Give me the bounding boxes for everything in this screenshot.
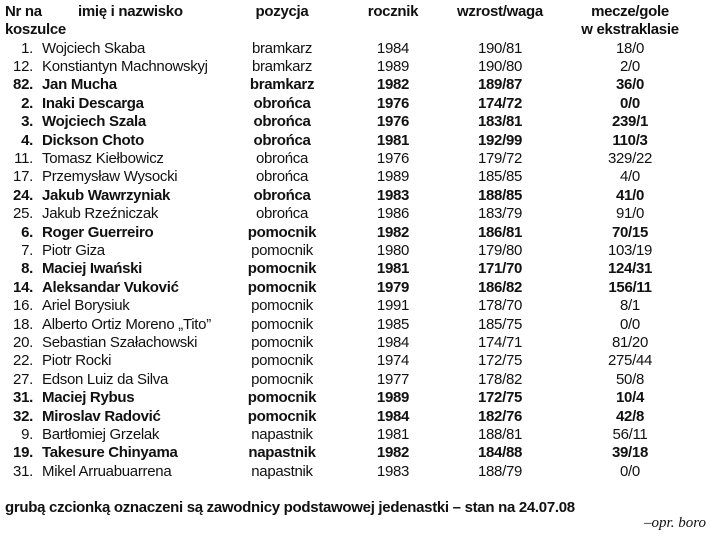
cell-matches-goals: 0/0 [620,315,640,333]
table-row [3,407,695,425]
table-body [3,39,695,480]
header-matches-line2: w ekstraklasie [581,21,679,38]
cell-birth-year: 1980 [376,241,410,259]
cell-birth-year: 1977 [376,370,410,388]
cell-position: obrońca [253,113,311,131]
cell-position: pomocnik [251,370,313,388]
cell-player-name: Miroslav Radović [42,407,161,425]
cell-birth-year: 1989 [376,168,410,186]
table-row [3,241,695,259]
author-credit: –opr. boro [644,515,706,531]
table-row [3,94,695,112]
cell-shirt-number: 32. [13,407,33,425]
cell-height-weight: 183/79 [477,205,523,223]
cell-height-weight: 189/87 [477,76,523,94]
cell-height-weight: 188/79 [477,462,523,480]
cell-height-weight: 178/70 [477,297,523,315]
cell-player-name: Jan Mucha [42,76,117,94]
footer-note: grubą czcionką oznaczeni są zawodnicy podstawowej jedenastki – stan na 24.07.08 [5,499,575,516]
header-name: imię i nazwisko [78,3,183,20]
cell-player-name: Wojciech Skaba [42,39,146,57]
cell-matches-goals: 41/0 [616,186,644,204]
table-row [3,296,695,314]
cell-birth-year: 1979 [376,278,410,296]
cell-birth-year: 1982 [376,223,410,241]
cell-matches-goals: 8/1 [620,297,640,315]
header-number-line1: Nr na [5,3,42,20]
cell-shirt-number: 1. [21,39,33,57]
cell-position: pomocnik [251,241,313,259]
cell-player-name: Edson Luiz da Silva [42,370,169,388]
cell-matches-goals: 103/19 [607,241,653,259]
table-row [3,388,695,406]
cell-height-weight: 174/72 [477,94,523,112]
cell-matches-goals: 18/0 [616,39,644,57]
cell-birth-year: 1981 [376,260,410,278]
cell-height-weight: 172/75 [477,389,523,407]
cell-height-weight: 179/80 [477,241,523,259]
cell-birth-year: 1981 [376,131,410,149]
cell-position: napastnik [251,462,313,480]
cell-position: pomocnik [251,333,313,351]
cell-shirt-number: 27. [13,370,33,388]
header-year: rocznik [367,3,419,20]
cell-shirt-number: 18. [13,315,33,333]
cell-player-name: Przemysław Wysocki [42,168,178,186]
cell-height-weight: 192/99 [477,131,523,149]
table-row [3,131,695,149]
cell-shirt-number: 9. [21,425,33,443]
cell-position: pomocnik [247,260,317,278]
cell-player-name: Dickson Choto [42,131,144,149]
cell-birth-year: 1984 [376,407,410,425]
cell-matches-goals: 0/0 [620,462,640,480]
cell-shirt-number: 16. [13,297,33,315]
table-row [3,113,695,131]
cell-position: pomocnik [247,278,317,296]
cell-height-weight: 190/80 [477,58,523,76]
cell-height-weight: 179/72 [477,150,523,168]
cell-matches-goals: 56/11 [612,425,648,443]
table-row [3,76,695,94]
table-row [3,444,695,462]
cell-matches-goals: 10/4 [616,389,644,407]
cell-shirt-number: 25. [13,205,33,223]
cell-position: pomocnik [247,389,317,407]
table-row [3,278,695,296]
cell-player-name: Bartłomiej Grzelak [42,425,160,443]
cell-birth-year: 1976 [376,113,410,131]
cell-position: napastnik [248,444,316,462]
cell-position: bramkarz [251,39,313,57]
table-row [3,462,695,480]
cell-player-name: Sebastian Szałachowski [42,333,198,351]
cell-matches-goals: 50/8 [616,370,644,388]
cell-matches-goals: 70/15 [611,223,649,241]
table-row [3,57,695,75]
cell-height-weight: 172/75 [477,352,523,370]
table-row [3,168,695,186]
table-row [3,352,695,370]
cell-position: obrońca [255,150,309,168]
cell-height-weight: 183/81 [477,113,523,131]
cell-height-weight: 188/81 [477,425,523,443]
cell-birth-year: 1976 [376,150,410,168]
cell-player-name: Roger Guerreiro [42,223,154,241]
cell-shirt-number: 7. [21,241,33,259]
cell-position: bramkarz [249,76,315,94]
cell-height-weight: 188/85 [477,186,523,204]
cell-player-name: Inaki Descarga [42,94,144,112]
cell-shirt-number: 12. [13,58,33,76]
cell-shirt-number: 31. [13,462,33,480]
cell-height-weight: 185/75 [477,315,523,333]
cell-shirt-number: 11. [14,150,33,168]
cell-shirt-number: 24. [13,186,33,204]
cell-matches-goals: 156/11 [608,278,652,296]
cell-height-weight: 178/82 [477,370,523,388]
cell-position: pomocnik [251,315,313,333]
table-row [3,315,695,333]
cell-shirt-number: 2. [21,94,33,112]
cell-position: obrońca [253,131,311,149]
header-position: pozycja [255,3,309,20]
cell-birth-year: 1989 [376,389,410,407]
cell-player-name: Jakub Rzeźniczak [42,205,159,223]
cell-position: pomocnik [251,297,313,315]
cell-matches-goals: 0/0 [620,94,640,112]
cell-height-weight: 186/82 [477,278,523,296]
cell-player-name: Ariel Borysiuk [42,297,130,315]
cell-birth-year: 1986 [376,205,410,223]
cell-position: obrońca [255,205,309,223]
table-row [3,223,695,241]
table-row [3,186,695,204]
cell-height-weight: 174/71 [477,333,523,351]
cell-birth-year: 1983 [376,462,410,480]
table-row [3,370,695,388]
cell-birth-year: 1983 [376,186,410,204]
cell-shirt-number: 22. [13,352,33,370]
cell-shirt-number: 31. [13,389,33,407]
cell-shirt-number: 19. [13,444,33,462]
cell-height-weight: 186/81 [477,223,523,241]
cell-matches-goals: 42/8 [616,407,644,425]
table-row [3,425,695,443]
cell-shirt-number: 4. [21,131,33,149]
cell-matches-goals: 110/3 [612,131,648,149]
cell-matches-goals: 36/0 [616,76,644,94]
cell-player-name: Alberto Ortiz Moreno „Tito” [42,315,211,333]
cell-matches-goals: 275/44 [607,352,653,370]
cell-player-name: Piotr Giza [42,241,105,259]
cell-position: pomocnik [251,352,313,370]
cell-shirt-number: 20. [13,333,33,351]
cell-height-weight: 184/88 [477,444,523,462]
header-number-line2: koszulce [5,21,66,38]
cell-player-name: Piotr Rocki [42,352,112,370]
cell-birth-year: 1981 [376,425,410,443]
table-row [3,39,695,57]
table-row [3,333,695,351]
cell-shirt-number: 3. [21,113,33,131]
cell-player-name: Tomasz Kiełbowicz [42,150,164,168]
cell-position: bramkarz [251,58,313,76]
cell-shirt-number: 17. [13,168,33,186]
cell-shirt-number: 14. [13,278,33,296]
cell-birth-year: 1976 [376,94,410,112]
cell-player-name: Aleksandar Vuković [42,278,179,296]
cell-birth-year: 1989 [376,58,410,76]
cell-shirt-number: 6. [21,223,33,241]
table-row [3,205,695,223]
cell-matches-goals: 91/0 [616,205,644,223]
cell-birth-year: 1991 [376,297,410,315]
cell-player-name: Mikel Arruabuarrena [42,462,172,480]
cell-birth-year: 1984 [376,39,410,57]
table-row [3,149,695,167]
cell-position: napastnik [251,425,313,443]
cell-position: obrońca [253,94,311,112]
cell-birth-year: 1985 [376,315,410,333]
cell-matches-goals: 4/0 [620,168,640,186]
cell-birth-year: 1982 [376,76,410,94]
cell-height-weight: 182/76 [477,407,523,425]
cell-position: pomocnik [247,223,317,241]
cell-matches-goals: 239/1 [611,113,649,131]
cell-player-name: Maciej Iwański [42,260,143,278]
cell-matches-goals: 39/18 [611,444,649,462]
cell-birth-year: 1982 [376,444,410,462]
cell-shirt-number: 8. [21,260,33,278]
cell-player-name: Jakub Wawrzyniak [42,186,171,204]
header-matches-line1: mecze/gole [591,3,669,20]
cell-birth-year: 1974 [376,352,410,370]
cell-matches-goals: 124/31 [607,260,653,278]
cell-matches-goals: 329/22 [607,150,653,168]
cell-height-weight: 185/85 [477,168,523,186]
cell-matches-goals: 81/20 [611,333,649,351]
cell-matches-goals: 2/0 [620,58,640,76]
cell-player-name: Maciej Rybus [42,389,135,407]
cell-player-name: Takesure Chinyama [42,444,178,462]
header-height-weight: wzrost/waga [457,3,543,20]
cell-position: obrońca [255,168,309,186]
cell-shirt-number: 82. [13,76,33,94]
cell-birth-year: 1984 [376,333,410,351]
cell-position: pomocnik [247,407,317,425]
cell-position: obrońca [253,186,311,204]
cell-player-name: Wojciech Szala [42,113,146,131]
cell-height-weight: 171/70 [477,260,523,278]
cell-player-name: Konstiantyn Machnowskyj [42,58,208,76]
cell-height-weight: 190/81 [477,39,523,57]
table-row [3,260,695,278]
